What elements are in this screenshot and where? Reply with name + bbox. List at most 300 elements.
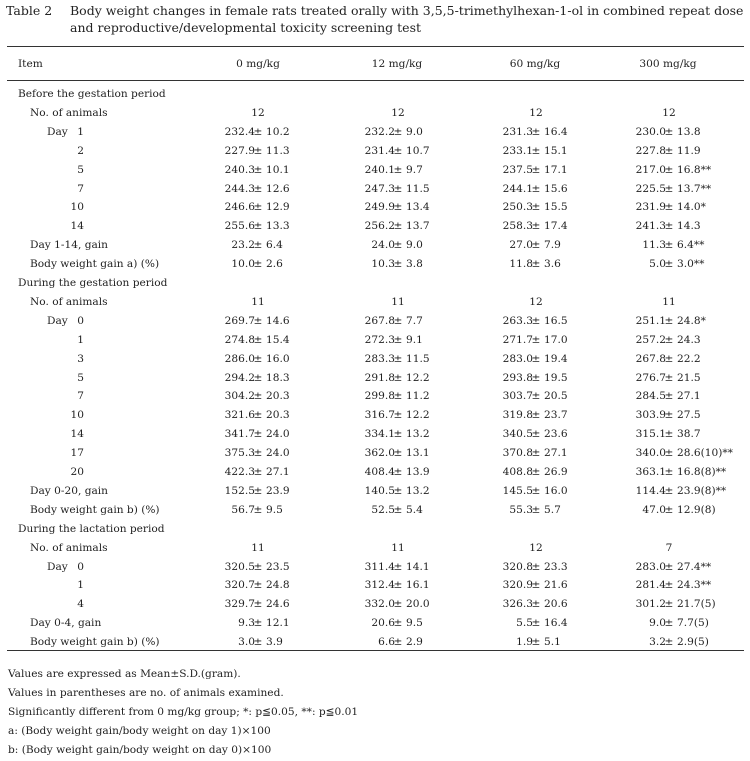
- mean-value: 301.2: [635, 598, 666, 611]
- sd-value: 15.1: [544, 144, 568, 157]
- plus-minus-sign: ±: [393, 125, 403, 138]
- table-row: [0, 579, 750, 597]
- footnote: Significantly different from 0 mg/kg group; *: p≦0.05, **: p≦0.01: [8, 706, 359, 718]
- mean-value: 274.8: [224, 333, 255, 346]
- mean-value: 304.2: [224, 390, 255, 403]
- mean-value: 250.3: [502, 201, 533, 214]
- plus-minus-sign: ±: [253, 598, 263, 611]
- plus-minus-sign: ±: [393, 144, 403, 157]
- plus-minus-sign: ±: [531, 258, 541, 271]
- plus-minus-sign: ±: [253, 163, 263, 176]
- mean-value: 20.6: [371, 617, 395, 630]
- sd-value: 14.0*: [677, 201, 706, 214]
- plus-minus-sign: ±: [253, 466, 263, 478]
- mean-value: 269.7: [224, 314, 255, 327]
- sd-value: 2.9(5): [677, 636, 709, 649]
- mean-value: 408.8: [502, 466, 533, 478]
- table-row: [0, 372, 750, 390]
- mean-value: 9.3: [238, 617, 255, 630]
- plus-minus-sign: ±: [531, 220, 541, 233]
- sd-value: 16.5: [544, 314, 568, 327]
- mean-value: 6.6: [378, 636, 395, 649]
- plus-minus-sign: ±: [253, 352, 263, 365]
- plus-minus-sign: ±: [531, 125, 541, 138]
- sd-value: 27.1: [677, 390, 701, 403]
- table-row: [0, 126, 750, 144]
- animal-count-cell: 11: [251, 295, 265, 308]
- sd-value: 15.5: [544, 201, 568, 214]
- plus-minus-sign: ±: [664, 503, 674, 516]
- plus-minus-sign: ±: [531, 182, 541, 195]
- mean-value: 145.5: [502, 484, 533, 497]
- table-title-line-2: and reproductive/developmental toxicity screening test: [70, 20, 422, 35]
- sd-value: 19.4: [544, 352, 568, 365]
- mean-value: 340.5: [502, 428, 533, 441]
- plus-minus-sign: ±: [664, 258, 674, 271]
- mean-value: 276.7: [635, 371, 666, 384]
- mean-value: 291.8: [364, 371, 395, 384]
- plus-minus-sign: ±: [253, 617, 263, 630]
- sd-value: 17.4: [544, 220, 568, 233]
- plus-minus-sign: ±: [531, 409, 541, 422]
- mean-value: 23.2: [231, 239, 255, 252]
- day-number: 10: [70, 201, 84, 214]
- table-row: [0, 617, 750, 635]
- row-label: Body weight gain b) (%): [30, 503, 160, 516]
- sd-value: 12.9: [266, 201, 290, 214]
- day-number: 7: [77, 182, 84, 195]
- mean-value: 255.6: [224, 220, 255, 233]
- mean-value: 316.7: [364, 409, 395, 422]
- plus-minus-sign: ±: [664, 314, 674, 327]
- sd-value: 20.5: [544, 390, 568, 403]
- mean-value: 294.2: [224, 371, 255, 384]
- plus-minus-sign: ±: [531, 598, 541, 611]
- sd-value: 27.1: [266, 466, 290, 478]
- row-label: Body weight gain b) (%): [30, 636, 160, 649]
- mean-value: 272.3: [364, 333, 395, 346]
- sd-value: 9.5: [266, 503, 283, 516]
- plus-minus-sign: ±: [531, 239, 541, 252]
- section-label: During the gestation period: [18, 277, 168, 289]
- footnote: b: (Body weight gain/body weight on day 0)×100: [8, 744, 272, 756]
- table-row: [0, 504, 750, 522]
- plus-minus-sign: ±: [253, 182, 263, 195]
- plus-minus-sign: ±: [531, 428, 541, 441]
- plus-minus-sign: ±: [253, 390, 263, 403]
- animal-count-cell: 7: [665, 541, 673, 554]
- plus-minus-sign: ±: [253, 239, 263, 252]
- table-row: [0, 164, 750, 182]
- mean-value: 320.9: [502, 579, 533, 592]
- section-row: [0, 88, 750, 106]
- day-label: Day: [47, 560, 68, 573]
- header-item: Item: [18, 58, 43, 70]
- plus-minus-sign: ±: [664, 333, 674, 346]
- sd-value: 13.3: [266, 220, 290, 233]
- mean-value: 9.0: [649, 617, 666, 630]
- animal-count-cell: 12: [529, 295, 543, 308]
- plus-minus-sign: ±: [664, 447, 674, 460]
- section-label: Before the gestation period: [18, 88, 166, 100]
- sd-value: 24.8*: [677, 314, 706, 327]
- sd-value: 27.1: [544, 447, 568, 460]
- sd-value: 24.3: [677, 333, 701, 346]
- plus-minus-sign: ±: [531, 484, 541, 497]
- sd-value: 14.1: [406, 560, 430, 573]
- mean-value: 52.5: [371, 503, 395, 516]
- plus-minus-sign: ±: [531, 314, 541, 327]
- mean-value: 284.5: [635, 390, 666, 403]
- mean-value: 240.1: [364, 163, 395, 176]
- sd-value: 11.3: [266, 144, 290, 157]
- table-row: [0, 353, 750, 371]
- mean-value: 408.4: [364, 466, 395, 478]
- mean-value: 1.9: [516, 636, 533, 649]
- plus-minus-sign: ±: [531, 447, 541, 460]
- section-row: [0, 523, 750, 541]
- day-number: 14: [70, 428, 84, 441]
- sd-value: 21.6: [544, 579, 568, 592]
- sd-value: 20.3: [266, 409, 290, 422]
- mean-value: 240.3: [224, 163, 255, 176]
- day-number: 5: [77, 371, 84, 384]
- sd-value: 24.8: [266, 579, 290, 592]
- sd-value: 24.3**: [677, 579, 712, 592]
- mean-value: 251.1: [635, 314, 666, 327]
- animal-count-cell: 11: [391, 295, 405, 308]
- plus-minus-sign: ±: [253, 579, 263, 592]
- plus-minus-sign: ±: [393, 484, 403, 497]
- mean-value: 311.4: [364, 560, 395, 573]
- mean-value: 249.9: [364, 201, 395, 214]
- mean-value: 303.9: [635, 409, 666, 422]
- footnote: Values in parentheses are no. of animals examined.: [8, 687, 284, 699]
- mean-value: 320.8: [502, 560, 533, 573]
- mean-value: 257.2: [635, 333, 666, 346]
- plus-minus-sign: ±: [531, 352, 541, 365]
- plus-minus-sign: ±: [531, 617, 541, 630]
- sd-value: 11.5: [406, 352, 430, 365]
- sd-value: 23.5: [266, 560, 290, 573]
- sd-value: 6.4: [266, 239, 283, 252]
- plus-minus-sign: ±: [393, 220, 403, 233]
- plus-minus-sign: ±: [664, 201, 674, 214]
- header-dose-300: 300 mg/kg: [639, 58, 697, 70]
- table-row: [0, 428, 750, 446]
- sd-value: 20.0: [406, 598, 430, 611]
- section-row: [0, 277, 750, 295]
- mean-value: 140.5: [364, 484, 395, 497]
- mean-value: 363.1: [635, 466, 666, 478]
- sd-value: 11.2: [406, 390, 430, 403]
- plus-minus-sign: ±: [531, 560, 541, 573]
- mean-value: 320.5: [224, 560, 255, 573]
- sd-value: 13.7**: [677, 182, 712, 195]
- sd-value: 9.5: [406, 617, 423, 630]
- plus-minus-sign: ±: [253, 636, 263, 649]
- table-row: [0, 466, 750, 484]
- sd-value: 12.6: [266, 182, 290, 195]
- plus-minus-sign: ±: [664, 371, 674, 384]
- plus-minus-sign: ±: [531, 636, 541, 649]
- row-label: No. of animals: [30, 541, 108, 554]
- plus-minus-sign: ±: [393, 163, 403, 176]
- mean-value: 231.3: [502, 125, 533, 138]
- sd-value: 16.1: [406, 579, 430, 592]
- plus-minus-sign: ±: [393, 182, 403, 195]
- plus-minus-sign: ±: [393, 201, 403, 214]
- sd-value: 5.1: [544, 636, 561, 649]
- mean-value: 329.7: [224, 598, 255, 611]
- sd-value: 6.4**: [677, 239, 705, 252]
- sd-value: 27.5: [677, 409, 701, 422]
- sd-value: 16.8(8)**: [677, 466, 727, 478]
- section-label: During the lactation period: [18, 522, 165, 535]
- day-number: 10: [70, 409, 84, 422]
- mean-value: 217.0: [635, 163, 666, 176]
- mean-value: 231.4: [364, 144, 395, 157]
- mean-value: 246.6: [224, 201, 255, 214]
- sd-value: 24.0: [266, 428, 290, 441]
- mean-value: 5.5: [516, 617, 533, 630]
- mean-value: 340.0: [635, 447, 666, 460]
- sd-value: 9.1: [406, 333, 423, 346]
- sd-value: 12.9(8): [677, 503, 716, 516]
- sd-value: 12.2: [406, 371, 430, 384]
- mean-value: 225.5: [635, 182, 666, 195]
- plus-minus-sign: ±: [664, 560, 674, 573]
- mean-value: 55.3: [509, 503, 533, 516]
- plus-minus-sign: ±: [253, 371, 263, 384]
- plus-minus-sign: ±: [253, 258, 263, 271]
- sd-value: 19.5: [544, 371, 568, 384]
- mean-value: 319.8: [502, 409, 533, 422]
- plus-minus-sign: ±: [664, 466, 674, 478]
- mean-value: 320.7: [224, 579, 255, 592]
- day-number: 4: [77, 598, 84, 611]
- mean-value: 227.9: [224, 144, 255, 157]
- mean-value: 152.5: [224, 484, 255, 497]
- plus-minus-sign: ±: [393, 333, 403, 346]
- table-label: Table 2: [6, 3, 53, 18]
- mean-value: 334.1: [364, 428, 395, 441]
- mean-value: 5.0: [649, 258, 666, 271]
- day-number: 5: [77, 163, 84, 176]
- mean-value: 362.0: [364, 447, 395, 460]
- plus-minus-sign: ±: [393, 371, 403, 384]
- sd-value: 9.0: [406, 125, 423, 138]
- plus-minus-sign: ±: [531, 201, 541, 214]
- plus-minus-sign: ±: [531, 503, 541, 516]
- sd-value: 15.6: [544, 182, 568, 195]
- mean-value: 283.3: [364, 352, 395, 365]
- mean-value: 10.0: [231, 258, 255, 271]
- plus-minus-sign: ±: [664, 239, 674, 252]
- row-label: Day 0-20, gain: [30, 484, 109, 497]
- mean-value: 231.9: [635, 201, 666, 214]
- plus-minus-sign: ±: [253, 503, 263, 516]
- sd-value: 20.3: [266, 390, 290, 403]
- row-label: Body weight gain a) (%): [30, 258, 160, 271]
- plus-minus-sign: ±: [393, 503, 403, 516]
- mean-value: 227.8: [635, 144, 666, 157]
- plus-minus-sign: ±: [393, 352, 403, 365]
- plus-minus-sign: ±: [393, 617, 403, 630]
- day-label: Day: [47, 125, 68, 138]
- header-dose-12: 12 mg/kg: [371, 58, 423, 70]
- sd-value: 12.1: [266, 617, 290, 630]
- sd-value: 13.1: [406, 447, 430, 460]
- mean-value: 114.4: [635, 484, 666, 497]
- animal-count-cell: 11: [391, 541, 405, 554]
- table-row: [0, 334, 750, 352]
- sd-value: 13.2: [406, 484, 430, 497]
- sd-value: 3.0**: [677, 258, 705, 271]
- sd-value: 11.5: [406, 182, 430, 195]
- mean-value: 230.0: [635, 125, 666, 138]
- mean-value: 233.1: [502, 144, 533, 157]
- mean-value: 232.4: [224, 125, 255, 138]
- plus-minus-sign: ±: [253, 409, 263, 422]
- sd-value: 23.9: [266, 484, 290, 497]
- mean-value: 286.0: [224, 352, 255, 365]
- day-number: 0: [77, 314, 84, 327]
- row-label: No. of animals: [30, 295, 108, 308]
- day-number: 7: [77, 390, 84, 403]
- mean-value: 11.8: [509, 258, 533, 271]
- mean-value: 27.0: [509, 239, 533, 252]
- plus-minus-sign: ±: [393, 258, 403, 271]
- sd-value: 14.3: [677, 220, 701, 233]
- sd-value: 22.2: [677, 352, 701, 365]
- mean-value: 258.3: [502, 220, 533, 233]
- mean-value: 321.6: [224, 409, 255, 422]
- sd-value: 7.9: [544, 239, 561, 252]
- plus-minus-sign: ±: [664, 163, 674, 176]
- sd-value: 13.7: [406, 220, 430, 233]
- day-number: 20: [70, 466, 84, 478]
- plus-minus-sign: ±: [393, 390, 403, 403]
- plus-minus-sign: ±: [393, 598, 403, 611]
- plus-minus-sign: ±: [253, 220, 263, 233]
- sd-value: 5.4: [406, 503, 423, 516]
- sd-value: 18.3: [266, 371, 290, 384]
- mean-value: 56.7: [231, 503, 255, 516]
- day-number: 1: [77, 125, 84, 138]
- plus-minus-sign: ±: [253, 144, 263, 157]
- plus-minus-sign: ±: [393, 466, 403, 478]
- mean-value: 312.4: [364, 579, 395, 592]
- plus-minus-sign: ±: [253, 333, 263, 346]
- animal-count-cell: 12: [529, 106, 543, 119]
- plus-minus-sign: ±: [531, 390, 541, 403]
- sd-value: 17.1: [544, 163, 568, 176]
- table-row: [0, 145, 750, 163]
- sd-value: 17.0: [544, 333, 568, 346]
- day-number: 0: [77, 560, 84, 573]
- mean-value: 315.1: [635, 428, 666, 441]
- plus-minus-sign: ±: [393, 428, 403, 441]
- table-row: [0, 409, 750, 427]
- day-number: 3: [77, 352, 84, 365]
- mean-value: 375.3: [224, 447, 255, 460]
- plus-minus-sign: ±: [253, 201, 263, 214]
- plus-minus-sign: ±: [664, 390, 674, 403]
- plus-minus-sign: ±: [393, 579, 403, 592]
- sd-value: 10.2: [266, 125, 290, 138]
- animal-count-cell: 12: [529, 541, 543, 554]
- plus-minus-sign: ±: [393, 560, 403, 573]
- sd-value: 28.6(10)**: [677, 447, 733, 460]
- sd-value: 23.9(8)**: [677, 484, 727, 497]
- mean-value: 47.0: [642, 503, 666, 516]
- mean-value: 3.2: [649, 636, 666, 649]
- sd-value: 13.9: [406, 466, 430, 478]
- table-row: [0, 296, 750, 314]
- sd-value: 16.4: [544, 617, 568, 630]
- sd-value: 14.6: [266, 314, 290, 327]
- animal-count-cell: 12: [391, 106, 405, 119]
- mean-value: 256.2: [364, 220, 395, 233]
- mean-value: 10.3: [371, 258, 395, 271]
- sd-value: 10.7: [406, 144, 430, 157]
- sd-value: 27.4**: [677, 560, 712, 573]
- mean-value: 283.0: [502, 352, 533, 365]
- plus-minus-sign: ±: [664, 428, 674, 441]
- sd-value: 13.4: [406, 201, 430, 214]
- plus-minus-sign: ±: [664, 598, 674, 611]
- sd-value: 13.2: [406, 428, 430, 441]
- sd-value: 11.9: [677, 144, 701, 157]
- plus-minus-sign: ±: [664, 636, 674, 649]
- mean-value: 247.3: [364, 182, 395, 195]
- sd-value: 7.7(5): [677, 617, 709, 630]
- mean-value: 332.0: [364, 598, 395, 611]
- plus-minus-sign: ±: [253, 314, 263, 327]
- day-label: Day: [47, 314, 68, 327]
- mean-value: 11.3: [642, 239, 666, 252]
- mean-value: 267.8: [635, 352, 666, 365]
- plus-minus-sign: ±: [393, 447, 403, 460]
- sd-value: 7.7: [406, 314, 423, 327]
- plus-minus-sign: ±: [531, 144, 541, 157]
- table-row: [0, 183, 750, 201]
- sd-value: 24.6: [266, 598, 290, 611]
- mean-value: 244.3: [224, 182, 255, 195]
- sd-value: 21.5: [677, 371, 701, 384]
- mean-value: 3.0: [238, 636, 255, 649]
- sd-value: 13.8: [677, 125, 701, 138]
- mean-value: 283.0: [635, 560, 666, 573]
- plus-minus-sign: ±: [664, 220, 674, 233]
- mean-value: 370.8: [502, 447, 533, 460]
- table-title-line-1: Body weight changes in female rats treated orally with 3,5,5-trimethylhexan-1-ol in combined repeat dose: [70, 3, 744, 18]
- sd-value: 23.3: [544, 560, 568, 573]
- plus-minus-sign: ±: [531, 466, 541, 478]
- sd-value: 23.7: [544, 409, 568, 422]
- mean-value: 232.2: [364, 125, 395, 138]
- plus-minus-sign: ±: [664, 125, 674, 138]
- table-row: [0, 239, 750, 257]
- plus-minus-sign: ±: [531, 163, 541, 176]
- plus-minus-sign: ±: [664, 144, 674, 157]
- table-row: [0, 561, 750, 579]
- plus-minus-sign: ±: [664, 617, 674, 630]
- mean-value: 244.1: [502, 182, 533, 195]
- mean-value: 24.0: [371, 239, 395, 252]
- sd-value: 9.7: [406, 163, 423, 176]
